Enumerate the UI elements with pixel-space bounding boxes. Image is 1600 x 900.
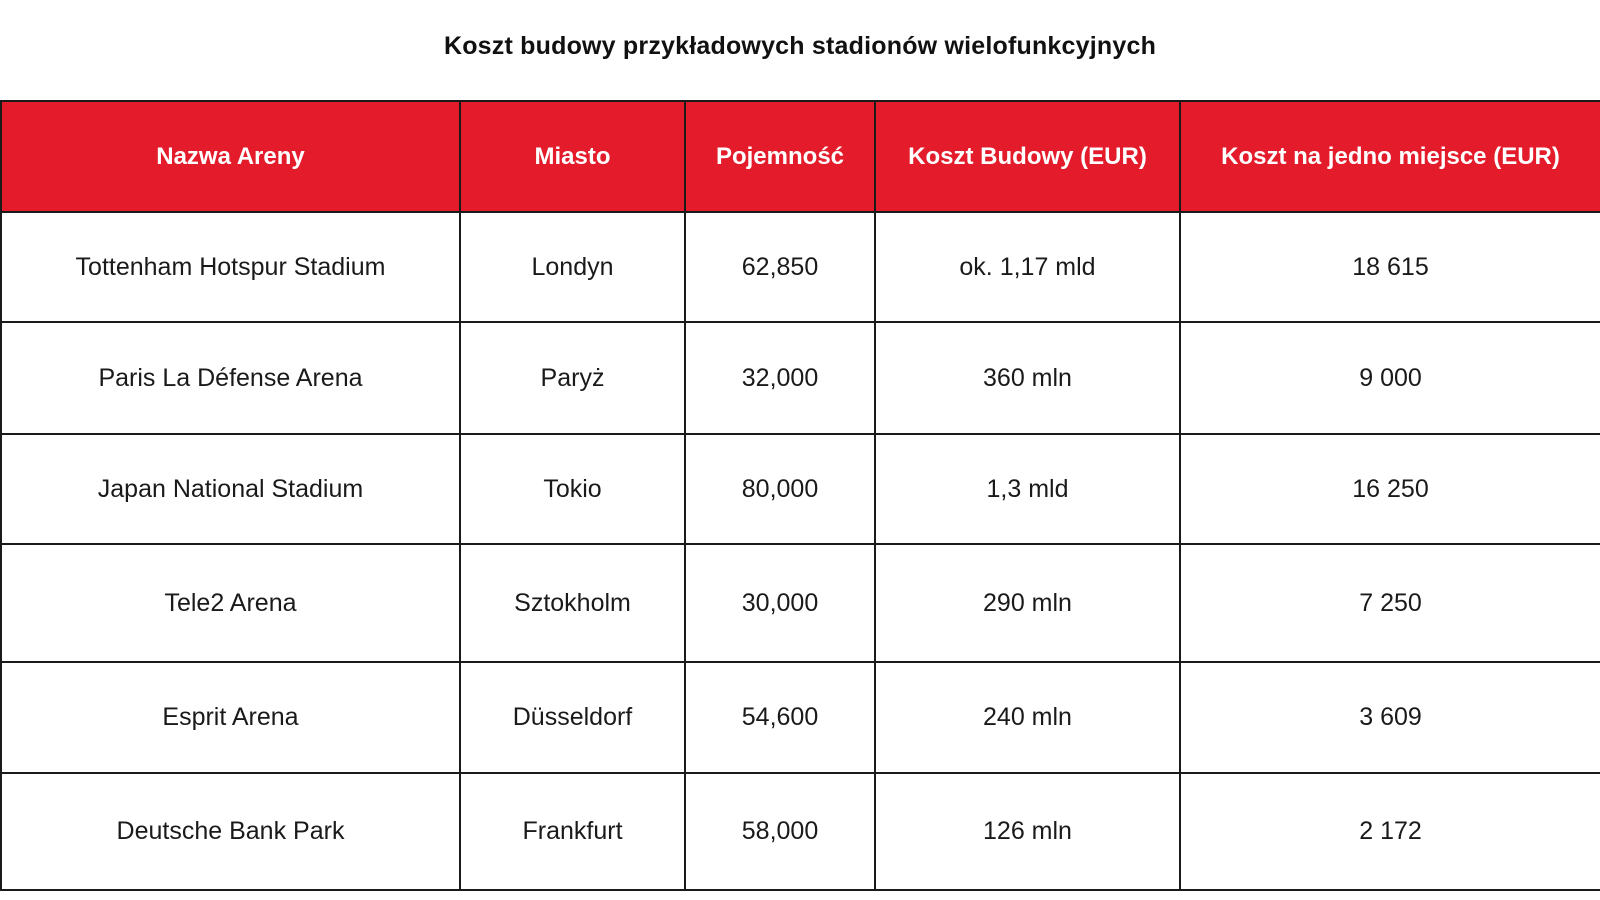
cell-arena-name: Japan National Stadium — [1, 434, 460, 544]
table-row — [1, 544, 1600, 662]
cell-cost-per-seat: 9 000 — [1180, 322, 1600, 434]
cell-city: Londyn — [460, 212, 685, 322]
header-arena-name: Nazwa Areny — [1, 101, 460, 212]
cell-construction-cost: 290 mln — [875, 544, 1180, 662]
cell-cost-per-seat: 7 250 — [1180, 544, 1600, 662]
cell-construction-cost: ok. 1,17 mld — [875, 212, 1180, 322]
header-capacity: Pojemność — [685, 101, 875, 212]
table-row — [1, 212, 1600, 322]
cell-cost-per-seat: 18 615 — [1180, 212, 1600, 322]
cell-capacity: 62,850 — [685, 212, 875, 322]
header-construction-cost: Koszt Budowy (EUR) — [875, 101, 1180, 212]
cell-arena-name: Paris La Défense Arena — [1, 322, 460, 434]
cell-capacity: 58,000 — [685, 773, 875, 890]
cell-capacity: 80,000 — [685, 434, 875, 544]
cell-capacity: 54,600 — [685, 662, 875, 773]
table-row — [1, 434, 1600, 544]
cell-arena-name: Esprit Arena — [1, 662, 460, 773]
stadium-cost-table — [0, 100, 1600, 891]
cell-cost-per-seat: 3 609 — [1180, 662, 1600, 773]
cell-arena-name: Deutsche Bank Park — [1, 773, 460, 890]
table-row — [1, 773, 1600, 890]
header-city: Miasto — [460, 101, 685, 212]
cell-city: Frankfurt — [460, 773, 685, 890]
cell-capacity: 30,000 — [685, 544, 875, 662]
cell-construction-cost: 240 mln — [875, 662, 1180, 773]
cell-construction-cost: 126 mln — [875, 773, 1180, 890]
table-row — [1, 662, 1600, 773]
cell-capacity: 32,000 — [685, 322, 875, 434]
cell-city: Sztokholm — [460, 544, 685, 662]
cell-arena-name: Tottenham Hotspur Stadium — [1, 212, 460, 322]
cell-arena-name: Tele2 Arena — [1, 544, 460, 662]
cell-city: Tokio — [460, 434, 685, 544]
header-cost-per-seat: Koszt na jedno miejsce (EUR) — [1180, 101, 1600, 212]
table-header-row — [1, 101, 1600, 212]
cell-city: Paryż — [460, 322, 685, 434]
cell-construction-cost: 1,3 mld — [875, 434, 1180, 544]
table-row — [1, 322, 1600, 434]
cell-construction-cost: 360 mln — [875, 322, 1180, 434]
cell-cost-per-seat: 2 172 — [1180, 773, 1600, 890]
cell-city: Düsseldorf — [460, 662, 685, 773]
page-title: Koszt budowy przykładowych stadionów wielofunkcyjnych — [443, 32, 1157, 60]
cell-cost-per-seat: 16 250 — [1180, 434, 1600, 544]
